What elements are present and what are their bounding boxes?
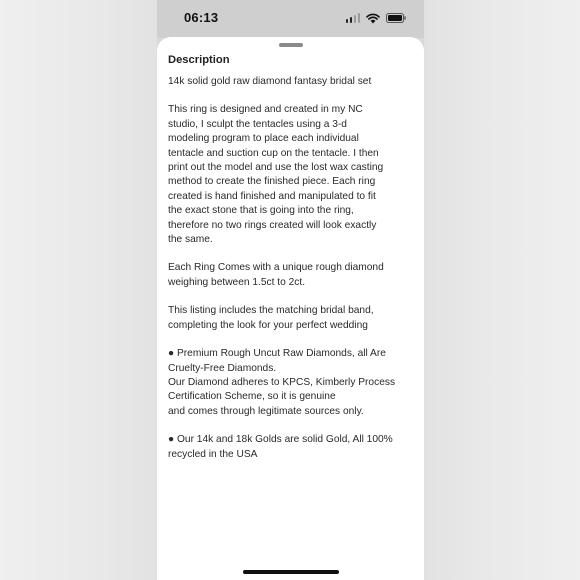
battery-icon	[386, 13, 406, 23]
phone-screen	[157, 0, 424, 580]
sheet-grabber-handle[interactable]	[279, 43, 303, 47]
status-bar	[157, 0, 424, 38]
description-paragraph: 14k solid gold raw diamond fantasy bridal set	[168, 76, 372, 87]
description-paragraph: This ring is designed and created in my NC studio, I sculpt the tentacles using a 3-d modeling program to place each individual tentacle and suction cup on the tentacle. I then print out the model and use the lost wax casting method to create the finished piece. Each ring created is hand finished and manipulated to fit the exact stone that is going into the ring, therefore no two rings created will look exactly the same.	[168, 104, 384, 246]
status-icons	[346, 11, 407, 25]
description-sheet[interactable]	[157, 37, 424, 580]
wifi-icon	[366, 13, 380, 24]
description-paragraph: ● Our 14k and 18k Golds are solid Gold, All 100% recycled in the USA	[168, 434, 393, 460]
status-time: 06:13	[184, 10, 219, 25]
home-indicator[interactable]	[243, 570, 339, 574]
description-content	[168, 54, 416, 476]
background-right	[423, 0, 580, 580]
description-heading: Description	[168, 54, 230, 66]
cellular-signal-icon	[346, 13, 361, 23]
description-paragraph: ● Premium Rough Uncut Raw Diamonds, all Are Cruelty-Free Diamonds. Our Diamond adheres to KPCS, Kimberly Process Certification Scheme, so it is genuine and comes through legitimate sources only.	[168, 348, 396, 417]
description-paragraph: Each Ring Comes with a unique rough diamond weighing between 1.5ct to 2ct.	[168, 262, 384, 288]
background-left	[0, 0, 157, 580]
description-paragraph: This listing includes the matching bridal band, completing the look for your perfect wedding	[168, 305, 374, 331]
